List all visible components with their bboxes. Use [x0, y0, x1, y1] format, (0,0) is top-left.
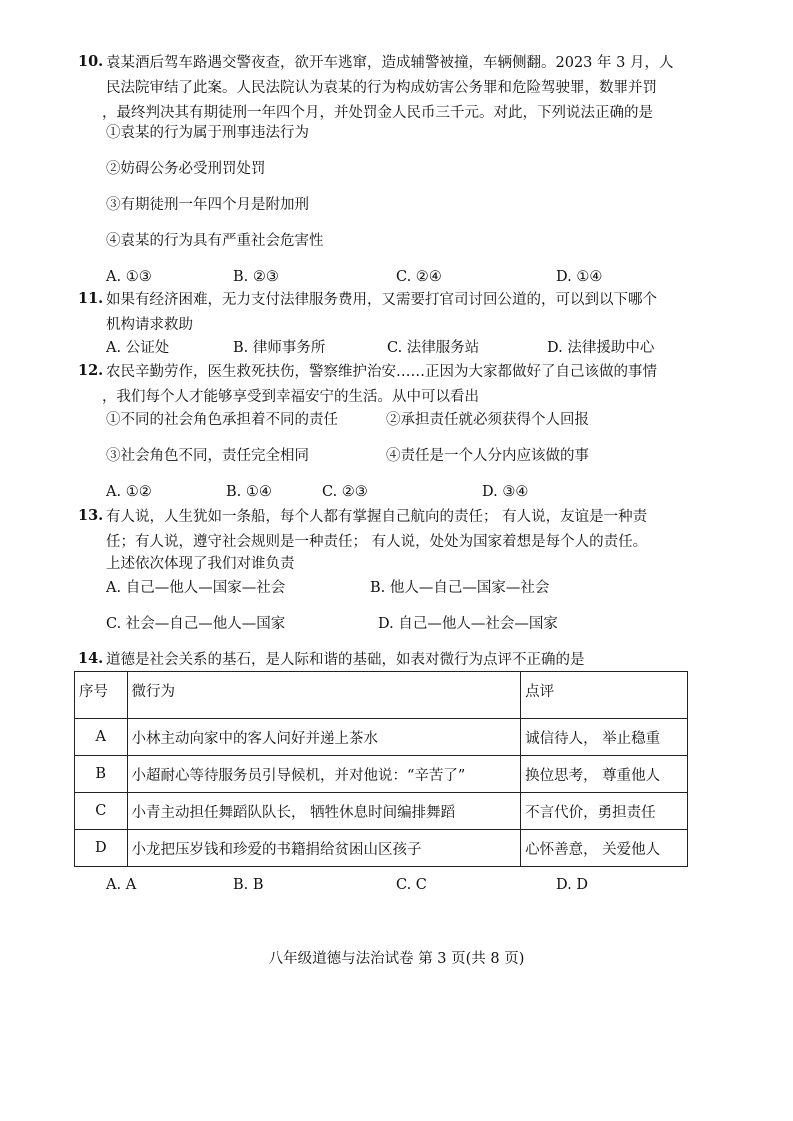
question-stem-line: 农民辛勤劳作，医生救死扶伤，警察维护治安……正因为大家都做好了自己该做的事情 [106, 364, 657, 380]
table-row [75, 756, 688, 793]
option-a[interactable]: A. ①② [106, 484, 152, 500]
table-cell-comment: 心怀善意， 关爱他人 [521, 830, 688, 867]
option-a[interactable]: A. 公证处 [106, 340, 170, 356]
question-number: 10. [78, 53, 104, 70]
option-c[interactable]: C. ②③ [322, 484, 368, 500]
page-footer: 八年级道德与法治试卷 第 3 页(共 8 页) [268, 951, 525, 967]
statement: ③社会角色不同，责任完全相同 [106, 448, 309, 464]
statement: ①不同的社会角色承担着不同的责任 [106, 412, 338, 428]
option-a[interactable]: A. ①③ [106, 269, 152, 285]
table-header-cell: 序号 [75, 672, 128, 719]
table-header-row [75, 672, 688, 719]
option-b[interactable]: B. 他人—自己—国家—社会 [370, 580, 550, 596]
option-d[interactable]: D. 法律援助中心 [547, 340, 655, 356]
question-stem-line: 任；有人说，遵守社会规则是一种责任； 有人说，处处为国家着想是每个人的责任。 [106, 534, 648, 550]
table-row [75, 719, 688, 756]
option-c[interactable]: C. ②④ [396, 269, 442, 285]
option-d[interactable]: D. ①④ [556, 269, 603, 285]
question-number: 13. [78, 507, 104, 524]
statement: ②承担责任就必须获得个人回报 [386, 412, 589, 428]
question-stem-line: 上述依次体现了我们对谁负责 [106, 556, 295, 572]
table-header-cell: 微行为 [127, 672, 521, 719]
statement: ③有期徒刑一年四个月是附加刑 [106, 197, 309, 213]
option-b[interactable]: B. ①④ [226, 484, 272, 500]
option-d[interactable]: D. D [556, 877, 588, 893]
table-cell-behavior: 小林主动向家中的客人问好并递上茶水 [127, 719, 521, 756]
question-number: 12. [78, 362, 104, 379]
question-stem-line: 如果有经济困难，无力支付法律服务费用，又需要打官司讨回公道的，可以到以下哪个 [106, 292, 657, 308]
option-a[interactable]: A. 自己—他人—国家—社会 [106, 580, 286, 596]
question-stem-line: 袁某酒后驾车路遇交警夜查，欲开车逃窜，造成辅警被撞，车辆侧翻。2023 年 3 月，人 [106, 55, 674, 71]
statement: ①袁某的行为属于刑事违法行为 [106, 125, 309, 141]
option-b[interactable]: B. 律师事务所 [233, 340, 326, 356]
option-b[interactable]: B. ②③ [233, 269, 279, 285]
question-stem-line: ，最终判决其有期徒刑一年四个月，并处罚金人民币三千元。对此，下列说法正确的是 [102, 105, 653, 121]
option-d[interactable]: D. ③④ [482, 484, 529, 500]
table-cell-comment: 不言代价，勇担责任 [521, 793, 688, 830]
table-row [75, 793, 688, 830]
table-cell-label: D [75, 830, 128, 867]
option-c[interactable]: C. 社会—自己—他人—国家 [106, 616, 286, 632]
table-cell-label: B [75, 756, 128, 793]
option-c[interactable]: C. C [396, 877, 427, 893]
table-cell-behavior: 小超耐心等待服务员引导候机，并对他说：“辛苦了” [127, 756, 521, 793]
statement: ④责任是一个人分内应该做的事 [386, 448, 589, 464]
question-stem-line: 民法院审结了此案。人民法院认为袁某的行为构成妨害公务罪和危险驾驶罪，数罪并罚 [106, 80, 657, 96]
option-c[interactable]: C. 法律服务站 [387, 340, 480, 356]
option-b[interactable]: B. B [233, 877, 264, 893]
question-stem-line: ，我们每个人才能够享受到幸福安宁的生活。从中可以看出 [102, 389, 479, 405]
table-cell-comment: 诚信待人， 举止稳重 [521, 719, 688, 756]
statement: ④袁某的行为具有严重社会危害性 [106, 233, 324, 249]
question-stem-line: 有人说，人生犹如一条船，每个人都有掌握自己航向的责任； 有人说，友谊是一种责 [106, 509, 648, 525]
table-cell-label: A [75, 719, 128, 756]
statement: ②妨碍公务必受刑罚处罚 [106, 161, 266, 177]
option-a[interactable]: A. A [106, 877, 137, 893]
question-stem-line: 道德是社会关系的基石，是人际和谐的基础，如表对微行为点评不正确的是 [106, 652, 585, 668]
table-cell-behavior: 小青主动担任舞蹈队队长， 牺牲休息时间编排舞蹈 [127, 793, 521, 830]
question-stem-line: 机构请求救助 [106, 317, 193, 333]
table-row [75, 830, 688, 867]
table-cell-label: C [75, 793, 128, 830]
question-number: 11. [78, 290, 104, 307]
table-cell-behavior: 小龙把压岁钱和珍爱的书籍捐给贫困山区孩子 [127, 830, 521, 867]
table-header-cell: 点评 [521, 672, 688, 719]
option-d[interactable]: D. 自己—他人—社会—国家 [378, 616, 558, 632]
evaluation-table [74, 671, 688, 867]
question-number: 14. [78, 650, 104, 667]
table-cell-comment: 换位思考， 尊重他人 [521, 756, 688, 793]
